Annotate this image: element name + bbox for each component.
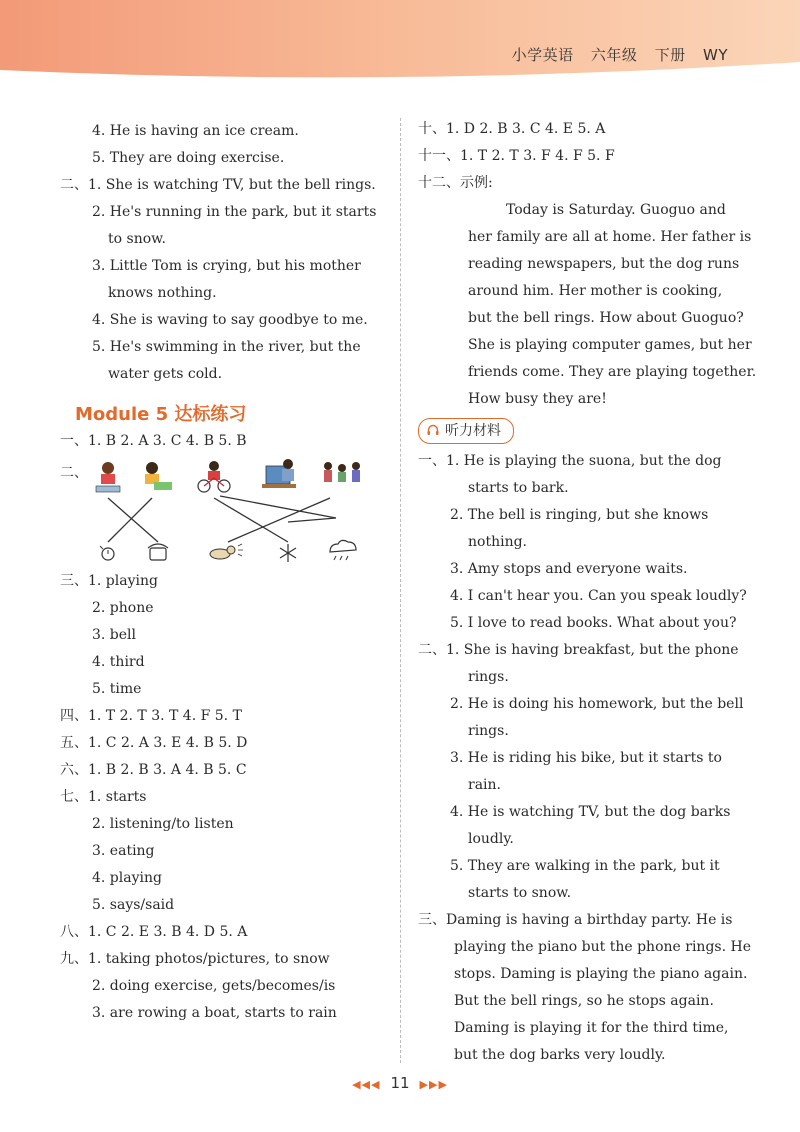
answer-line: 3. Amy stops and everyone waits. [450,561,688,577]
man-at-computer-picture [262,459,296,488]
answer-line: but the bell rings. How about Guoguo? [468,310,744,326]
answer-line: 3. He is riding his bike, but it starts to [450,750,722,766]
answer-line: rings. [468,669,509,685]
answer-line: friends come. They are playing together. [468,364,757,380]
answer-line: loudly. [468,831,514,847]
header-grade: 六年级 [590,46,638,64]
answer-line: to snow. [108,231,166,247]
header-info [500,44,728,65]
answer-line: 3. eating [92,843,155,859]
answer-line: 5. says/said [92,897,175,913]
matching-lines [108,496,336,542]
answer-line: 二、1. She is having breakfast, but the phone [418,642,739,658]
answer-line: Daming is playing it for the third time, [454,1020,729,1036]
header-edition: WY [703,46,728,64]
page-footer [0,1074,800,1092]
answer-line: 七、1. starts [60,789,147,805]
answer-line: stops. Daming is playing the piano again. [454,966,748,982]
answer-line: reading newspapers, but the dog runs [468,256,740,272]
answer-line: 4. He is having an ice cream. [92,123,299,139]
header-banner [0,0,800,80]
answer-line: 一、1. He is playing the suona, but the dog [418,453,722,469]
answer-line: 4. playing [92,870,162,886]
answer-line: 2. The bell is ringing, but she knows [450,507,709,523]
answer-line: 二、1. She is watching TV, but the bell rings. [60,177,376,193]
answer-line: 十一、1. T 2. T 3. F 4. F 5. F [418,148,615,164]
answer-line: She is playing computer games, but her [468,337,752,353]
answer-line: 4. He is watching TV, but the dog barks [450,804,731,820]
module-title: Module 5 达标练习 [75,404,247,425]
answer-line: 5. They are walking in the park, but it [450,858,720,874]
alarm-clock-icon [100,546,114,560]
answer-line: starts to snow. [468,885,572,901]
page-header [0,0,800,80]
answer-line: 2. doing exercise, gets/becomes/is [92,978,336,994]
header-subject: 小学英语 [511,46,574,64]
rain-cloud-icon [330,540,356,560]
answer-line: water gets cold. [108,366,223,382]
answer-line: 4. I can't hear you. Can you speak loudly? [450,588,747,604]
headphones-icon [427,424,439,436]
family-walking-picture [324,462,360,482]
answer-line: 5. time [92,681,142,697]
answer-line: 3. Little Tom is crying, but his mother [92,258,361,274]
matching-pictures [90,458,380,568]
answer-line: 2. He is doing his homework, but the bell [450,696,744,712]
answer-line: 5. They are doing exercise. [92,150,285,166]
girl-watching-tv-picture [96,462,120,492]
answer-line: 三、1. playing [60,573,158,589]
answer-line: 2. phone [92,600,154,616]
snowflake-icon [280,544,296,562]
answer-line: 5. He's swimming in the river, but the [92,339,361,355]
answer-line: 五、1. C 2. A 3. E 4. B 5. D [60,735,248,751]
answer-line: How busy they are! [468,391,607,407]
answer-line: 3. are rowing a boat, starts to rain [92,1005,337,1021]
triangle-right-icon: ▶▶▶ [419,1078,448,1091]
answer-line: 3. bell [92,627,137,643]
triangle-left-icon: ◀◀◀ [352,1078,381,1091]
answer-line: 4. She is waving to say goodbye to me. [92,312,368,328]
answer-line: rain. [468,777,501,793]
answer-line: 二、 [60,465,88,481]
answer-line: starts to bark. [468,480,569,496]
answer-line: rings. [468,723,509,739]
answer-line: Today is Saturday. Guoguo and [506,202,726,218]
column-divider [400,118,401,1063]
answer-line: 4. third [92,654,145,670]
boy-riding-bike-picture [198,461,230,492]
telephone-icon [148,544,168,560]
answer-line: 2. He's running in the park, but it starts [92,204,377,220]
answer-line: knows nothing. [108,285,217,301]
listening-label: 听力材料 [445,423,501,439]
answer-line: her family are all at home. Her father is [468,229,752,245]
answer-line: playing the piano but the phone rings. He [454,939,751,955]
answer-line: but the dog barks very loudly. [454,1047,666,1063]
answer-line: nothing. [468,534,527,550]
answer-line: But the bell rings, so he stops again. [454,993,714,1009]
page-number: 11 [390,1074,410,1092]
answer-line: 十、1. D 2. B 3. C 4. E 5. A [418,121,606,137]
header-term: 下册 [654,46,686,64]
answer-line: 九、1. taking photos/pictures, to snow [60,951,330,967]
barking-dog-icon [210,544,243,559]
answer-line: 四、1. T 2. T 3. T 4. F 5. T [60,708,242,724]
answer-line: 八、1. C 2. E 3. B 4. D 5. A [60,924,248,940]
listening-material-badge [418,418,514,444]
answer-line: 2. listening/to listen [92,816,234,832]
answer-line: 六、1. B 2. B 3. A 4. B 5. C [60,762,247,778]
answer-line: 三、Daming is having a birthday party. He is [418,912,733,928]
boy-reading-picture [145,462,172,490]
answer-line: 十二、示例: [418,175,493,191]
answer-line: 5. I love to read books. What about you? [450,615,737,631]
answer-line: around him. Her mother is cooking, [468,283,723,299]
answer-line: 一、1. B 2. A 3. C 4. B 5. B [60,433,247,449]
